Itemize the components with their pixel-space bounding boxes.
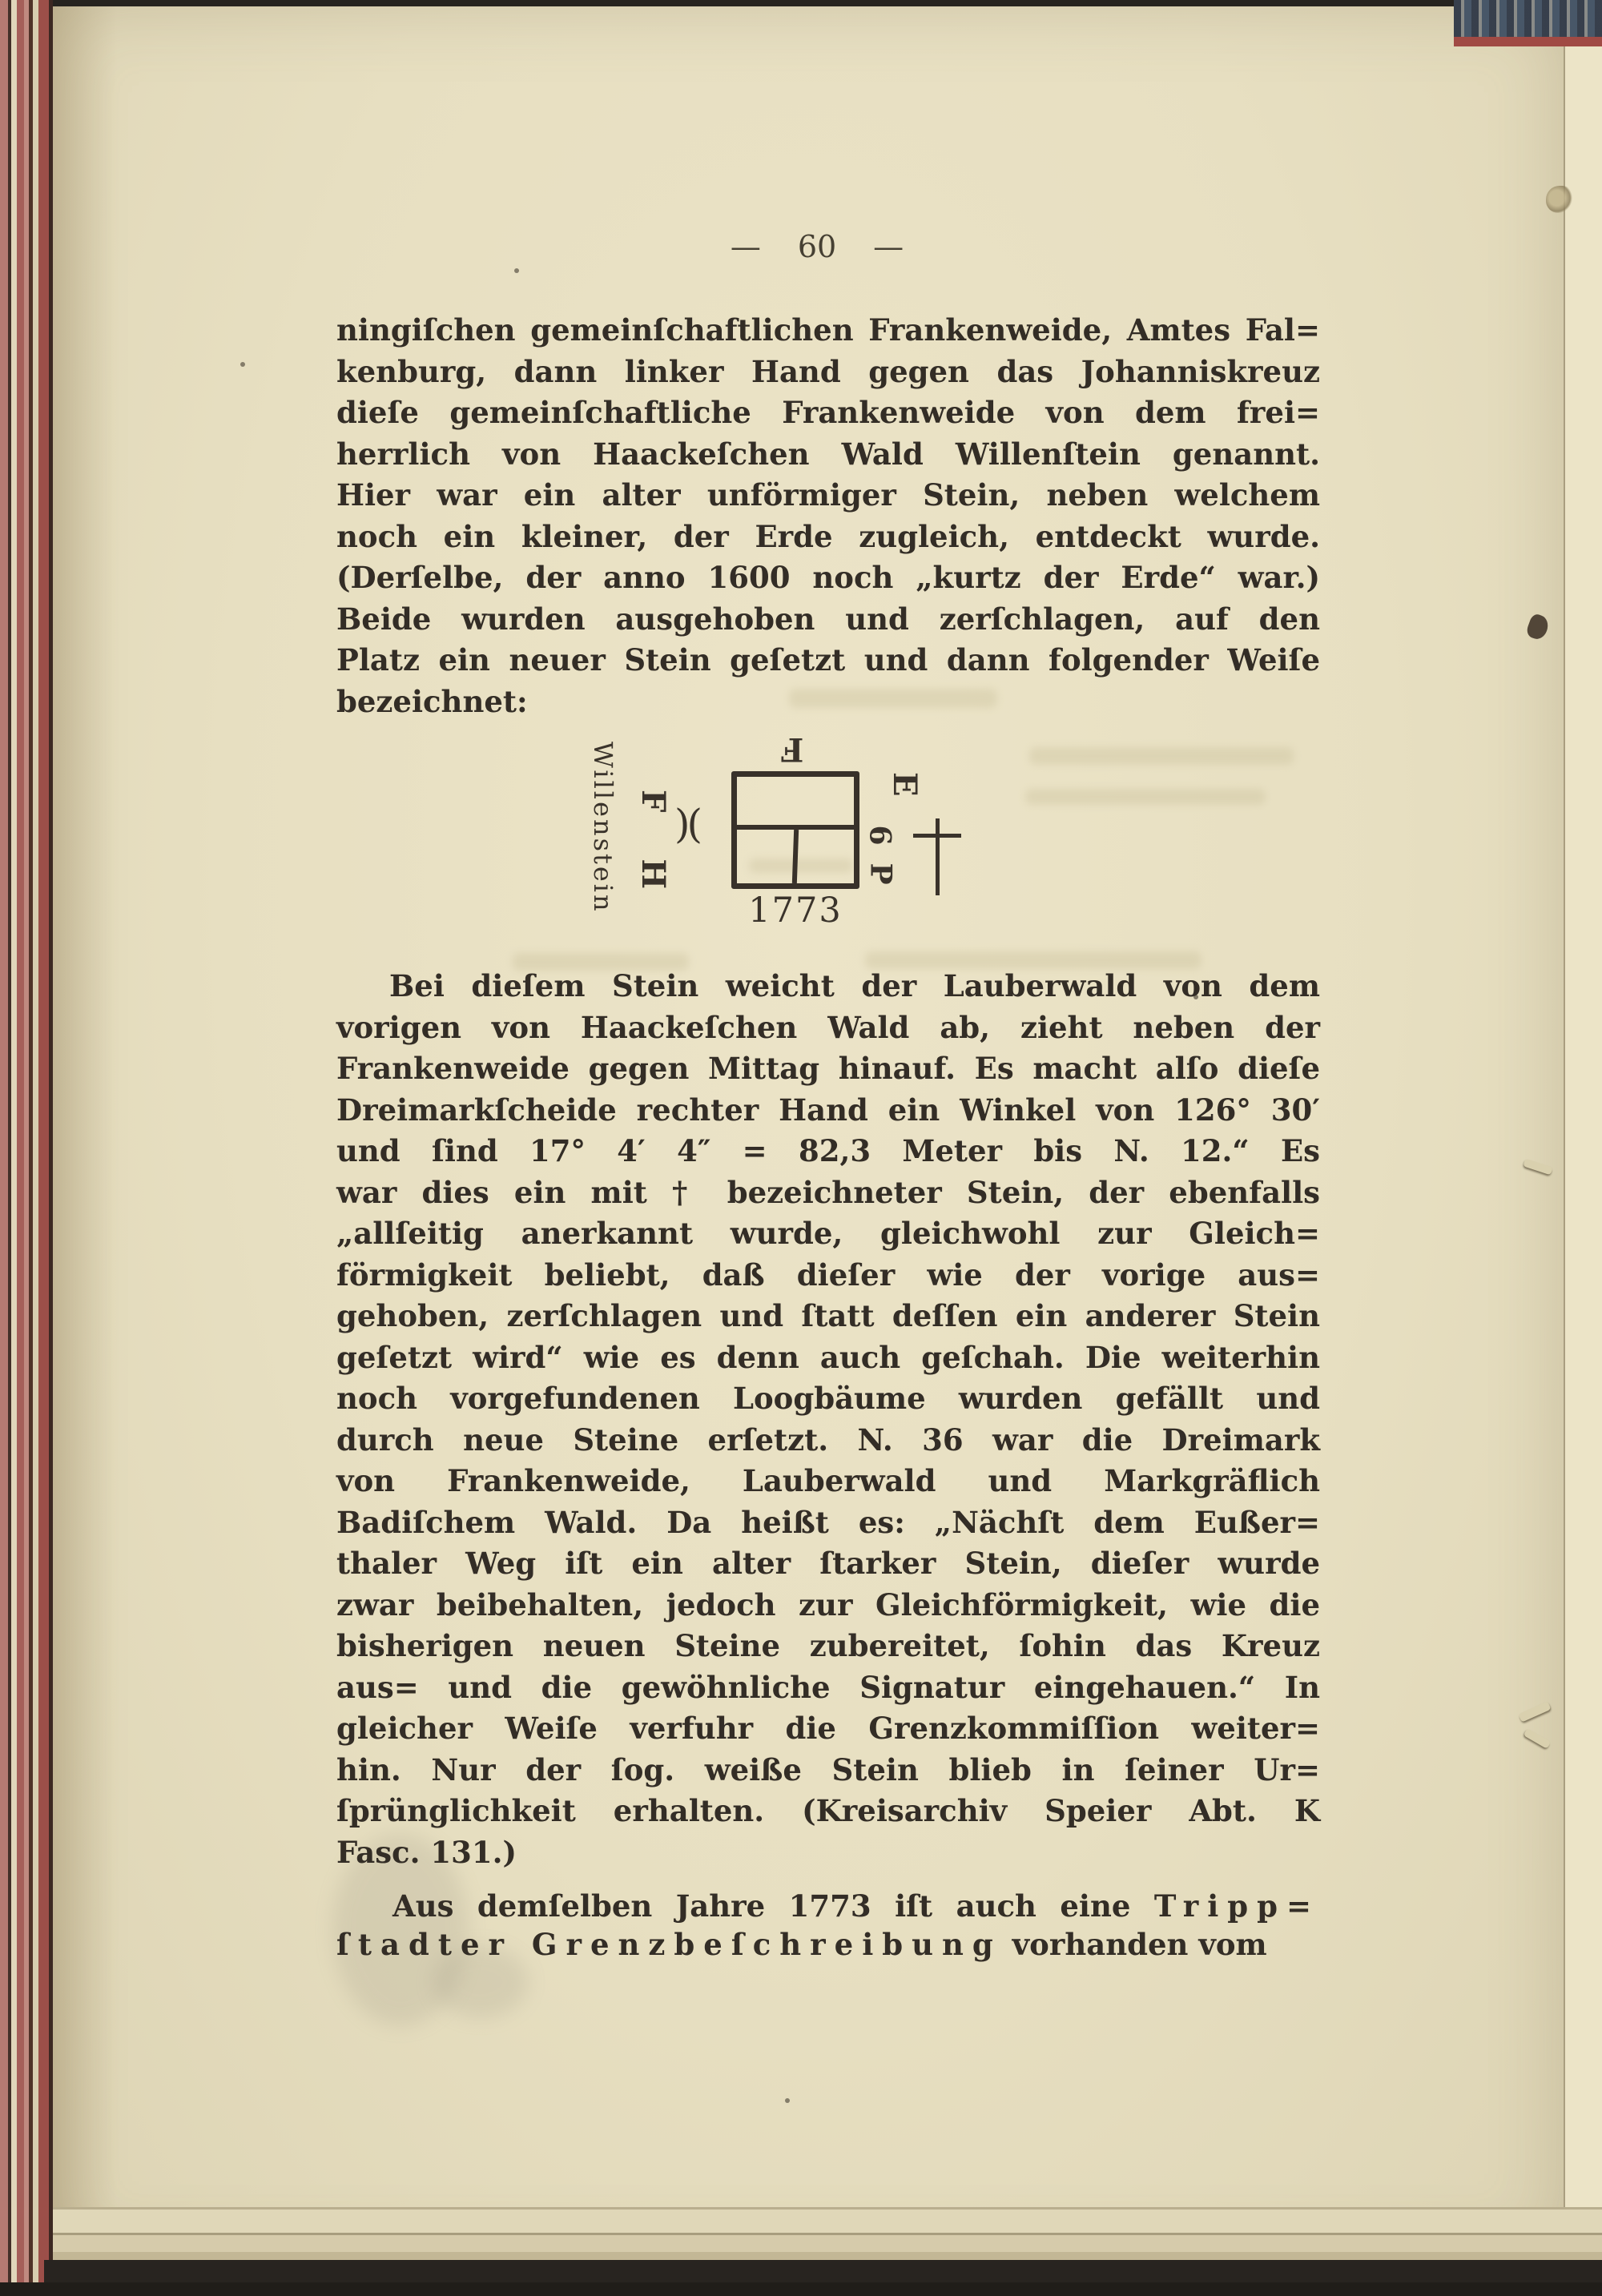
side-letters-fh: F H — [634, 790, 672, 907]
text-line: durch neue Steine erſetzt. N. 36 war die Dreimark — [336, 1421, 1320, 1458]
text-line: von Frankenweide, Lauberwald und Markgräflich — [336, 1463, 1320, 1498]
text-line: dieſe gemeinſchaftliche Frankenweide von dem frei= — [336, 395, 1320, 430]
boundary-mark-parens: )( — [674, 801, 700, 847]
photo-bottom-edge — [0, 2282, 1602, 2296]
text-line: kenburg, dann linker Hand gegen das Johanniskreuz — [336, 353, 1320, 389]
text-line: Platz ein neuer Stein geſetzt und dann folgender Weiſe — [336, 642, 1320, 678]
text-line: Bei dieſem Stein weicht der Lauberwald von dem — [389, 968, 1320, 1003]
text-line: Badiſchem Wald. Da heißt es: „Nächſt dem Eußer= — [336, 1504, 1320, 1540]
survey-line — [936, 818, 940, 895]
page-number-dash-left: — — [730, 229, 761, 264]
text-line: gehoben, zerſchlagen und ſtatt deſſen ein anderer Stein — [336, 1298, 1320, 1333]
book-binding-edge — [0, 0, 53, 2284]
willenstein-label: Willenstein — [588, 742, 618, 914]
text-segment-spaced: Tripp= — [1153, 1888, 1320, 1924]
cover-red-edge — [1454, 37, 1602, 46]
text-line: geſetzt wird“ wie es denn auch geſchah. Die weiterhin — [336, 1339, 1320, 1375]
paragraph-2 — [336, 966, 1320, 1873]
page-number-dash-right: — — [873, 229, 904, 264]
paragraph-3 — [336, 1887, 1320, 1964]
text-segment: vorhanden vom — [1001, 1927, 1267, 1962]
text-line: gleicher Weiſe verfuhr die Grenzkommiſſion weiter= — [336, 1711, 1320, 1746]
text-line: war dies ein mit † bezeichneter Stein, der ebenfalls — [336, 1174, 1320, 1210]
text-line: ſprünglichkeit erhalten. (Kreisarchiv Speier Abt. K — [336, 1793, 1320, 1828]
text-line: Beide wurden ausgehoben und zerſchlagen, auf den — [336, 601, 1320, 637]
text-line: „allſeitig anerkannt wurde, gleichwohl zur Gleich= — [336, 1216, 1320, 1251]
gutter-shadow — [53, 6, 117, 2260]
text-line: Dreimarkſcheide rechter Hand ein Winkel von 126° 30′ — [336, 1092, 1320, 1128]
text-line: bezeichnet: — [336, 683, 528, 719]
text-line: förmigkeit beliebt, daß dieſer wie der vorige aus= — [336, 1257, 1320, 1293]
survey-line-tick — [913, 834, 961, 838]
headband-fabric — [1454, 0, 1602, 37]
text-line — [336, 1887, 1320, 1925]
text-line: thaler Weg iſt ein alter ſtarker Stein, dieſer wurde — [336, 1546, 1320, 1581]
text-line: Fasc. 131.) — [336, 1834, 517, 1870]
text-line: vorigen von Haackeſchen Wald ab, zieht neben der — [336, 1009, 1320, 1045]
showthrough-smudge — [1025, 789, 1266, 805]
page-number-value: 60 — [797, 229, 837, 264]
text-line: herrlich von Haackeſchen Wald Willenſtein genannt. — [336, 436, 1320, 472]
showthrough-smudge — [1029, 747, 1294, 765]
text-segment-spaced: ſtadter Grenzbeſchreibung — [336, 1927, 1002, 1962]
paper-speck — [514, 268, 519, 273]
text-line: aus= und die gewöhnliche Signatur eingehauen.“ In — [336, 1669, 1320, 1705]
text-line: noch ein kleiner, der Erde zugleich, entdeckt wurde. — [336, 518, 1320, 554]
paragraph-1 — [336, 310, 1320, 722]
text-line: ningiſchen gemeinſchaftlichen Frankenweide, Amtes Fal= — [336, 312, 1320, 348]
text-line: noch vorgefundenen Loogbäume wurden gefällt und — [336, 1381, 1320, 1416]
text-line: bisherigen neuen Steine zubereitet, ſohin das Kreuz — [336, 1628, 1320, 1663]
text-line: Frankenweide gegen Mittag hinauf. Es macht alſo dieſe — [336, 1051, 1320, 1086]
right-digit-6: 6 — [863, 825, 897, 846]
text-line: (Derſelbe, der anno 1600 noch „kurtz der Erde“ war.) — [336, 560, 1320, 595]
text-line: und ſind 17° 4′ 4″ = 82,3 Meter bis N. 12.“ Es — [336, 1133, 1320, 1168]
stone-outline — [731, 771, 859, 889]
text-segment: Aus demſelben Jahre 1773 iſt auch eine — [392, 1888, 1154, 1924]
page-crease-line — [1564, 46, 1565, 2209]
text-line — [336, 1925, 1320, 1964]
stone-vertical-line — [792, 830, 799, 883]
paper-speck — [240, 362, 245, 367]
top-letter-f: F — [781, 730, 804, 768]
text-line: Hier war ein alter unförmiger Stein, neben welchem — [336, 477, 1320, 513]
text-line: hin. Nur der ſog. weiße Stein blieb in ſeiner Ur= — [336, 1751, 1320, 1787]
right-letter-e: E — [886, 772, 924, 797]
page-right-edge — [1565, 46, 1602, 2209]
paper-speck — [785, 2098, 790, 2103]
year-label: 1773 — [748, 891, 843, 931]
text-line: zwar beibehalten, jedoch zur Gleichförmigkeit, wie die — [336, 1586, 1320, 1622]
page-bottom-edges — [53, 2207, 1602, 2260]
page-number — [657, 226, 977, 267]
right-letter-p: P — [863, 863, 898, 885]
